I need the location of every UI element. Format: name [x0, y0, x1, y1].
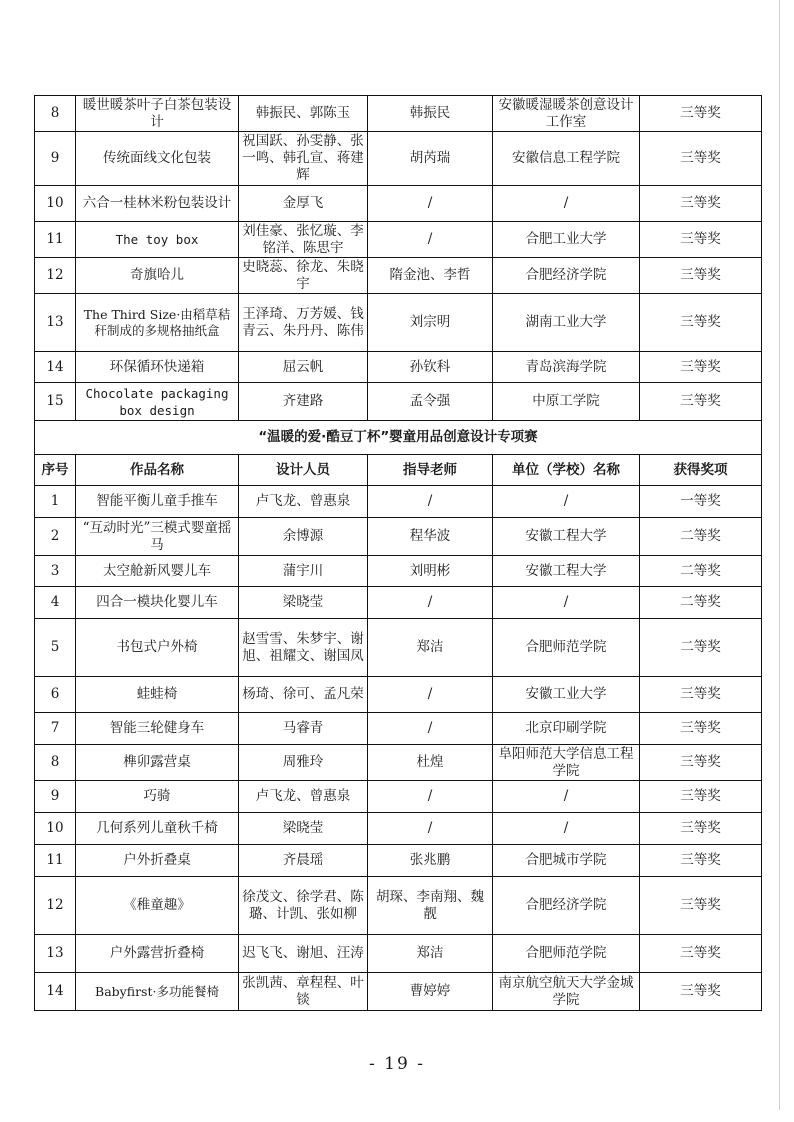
cell-work-name: The toy box [76, 222, 239, 258]
cell-teacher: / [368, 781, 493, 813]
cell-teacher: 韩振民 [368, 96, 493, 132]
section-title: “温暖的爱·酷豆丁杯”婴童用品创意设计专项赛 [35, 421, 762, 455]
cell-unit: 合肥师范学院 [493, 935, 640, 973]
cell-work-name: “互动时光”三模式婴童摇马 [76, 518, 239, 556]
cell-award: 三等奖 [640, 222, 762, 258]
cell-work-name: 太空舱新风婴儿车 [76, 556, 239, 587]
cell-work-name: 奇旗哈儿 [76, 258, 239, 294]
cell-unit: / [493, 186, 640, 222]
cell-no: 15 [35, 383, 76, 421]
page-number: - 19 - [369, 1054, 425, 1074]
cell-award: 三等奖 [640, 973, 762, 1011]
table-row [35, 935, 762, 973]
cell-award: 三等奖 [640, 383, 762, 421]
cell-no: 14 [35, 352, 76, 383]
cell-award: 三等奖 [640, 845, 762, 877]
cell-designers: 梁晓莹 [239, 587, 368, 619]
cell-designers: 马睿青 [239, 713, 368, 745]
table-row [35, 96, 762, 132]
cell-no: 10 [35, 813, 76, 845]
cell-teacher: 郑洁 [368, 935, 493, 973]
cell-unit: 合肥师范学院 [493, 619, 640, 677]
cell-work-name: 智能平衡儿童手推车 [76, 486, 239, 518]
cell-work-name: 榫卯露营桌 [76, 745, 239, 781]
cell-unit: 青岛滨海学院 [493, 352, 640, 383]
cell-award: 三等奖 [640, 186, 762, 222]
cell-award: 三等奖 [640, 935, 762, 973]
cell-unit: / [493, 587, 640, 619]
cell-work-name: 户外露营折叠椅 [76, 935, 239, 973]
cell-designers: 金厚飞 [239, 186, 368, 222]
cell-teacher: / [368, 677, 493, 713]
cell-award: 三等奖 [640, 132, 762, 186]
table-row [35, 132, 762, 186]
cell-no: 5 [35, 619, 76, 677]
table-row [35, 383, 762, 421]
cell-work-name: 智能三轮健身车 [76, 713, 239, 745]
cell-no: 6 [35, 677, 76, 713]
cell-designers: 祝国跃、孙雯静、张一鸣、韩孔宣、蒋建辉 [239, 132, 368, 186]
cell-designers: 赵雪雪、朱梦宇、谢旭、祖耀文、谢国凤 [239, 619, 368, 677]
cell-no: 3 [35, 556, 76, 587]
cell-no: 7 [35, 713, 76, 745]
cell-award: 一等奖 [640, 486, 762, 518]
cell-award: 三等奖 [640, 781, 762, 813]
cell-teacher: / [368, 486, 493, 518]
table-row [35, 973, 762, 1011]
cell-designers: 梁晓莹 [239, 813, 368, 845]
cell-award: 三等奖 [640, 294, 762, 352]
cell-unit: 合肥经济学院 [493, 258, 640, 294]
table-row [35, 186, 762, 222]
cell-designers: 迟飞飞、谢旭、汪涛 [239, 935, 368, 973]
cell-no: 8 [35, 96, 76, 132]
cell-unit: 合肥工业大学 [493, 222, 640, 258]
cell-work-name: 《稚童趣》 [76, 877, 239, 935]
cell-no: 9 [35, 781, 76, 813]
cell-designers: 张凯茜、章程程、叶锬 [239, 973, 368, 1011]
cell-unit: 湖南工业大学 [493, 294, 640, 352]
cell-no: 14 [35, 973, 76, 1011]
cell-award: 二等奖 [640, 556, 762, 587]
cell-teacher: 张兆鹏 [368, 845, 493, 877]
cell-unit: / [493, 781, 640, 813]
cell-work-name: 六合一桂林米粉包装设计 [76, 186, 239, 222]
cell-work-name: 四合一模块化婴儿车 [76, 587, 239, 619]
cell-award: 三等奖 [640, 96, 762, 132]
cell-award: 三等奖 [640, 352, 762, 383]
cell-designers: 卢飞龙、曾惠泉 [239, 486, 368, 518]
cell-work-name: 几何系列儿童秋千椅 [76, 813, 239, 845]
cell-teacher: / [368, 813, 493, 845]
cell-award: 三等奖 [640, 745, 762, 781]
cell-designers: 屈云帆 [239, 352, 368, 383]
page-edge-rule [779, 0, 780, 1110]
table-row [35, 258, 762, 294]
cell-teacher: 胡芮瑞 [368, 132, 493, 186]
cell-teacher: / [368, 587, 493, 619]
cell-teacher: 杜煌 [368, 745, 493, 781]
cell-teacher: 胡琛、李南翔、魏靓 [368, 877, 493, 935]
cell-unit: / [493, 813, 640, 845]
cell-unit: 安徽工程大学 [493, 556, 640, 587]
cell-teacher: 孙钦科 [368, 352, 493, 383]
awards-table [34, 95, 762, 1011]
cell-award: 二等奖 [640, 587, 762, 619]
cell-no: 13 [35, 935, 76, 973]
cell-unit: 阜阳师范大学信息工程学院 [493, 745, 640, 781]
table-row [35, 587, 762, 619]
cell-work-name: 传统面线文化包装 [76, 132, 239, 186]
cell-work-name: 暖世暖茶叶子白茶包装设计 [76, 96, 239, 132]
header-designers: 设计人员 [239, 455, 368, 486]
cell-teacher: / [368, 222, 493, 258]
cell-no: 11 [35, 222, 76, 258]
table-row [35, 619, 762, 677]
cell-designers: 周雅玲 [239, 745, 368, 781]
cell-teacher: 隋金池、李哲 [368, 258, 493, 294]
table-row [35, 877, 762, 935]
cell-work-name: Chocolate packaging box design [76, 383, 239, 421]
cell-unit: 安徽工业大学 [493, 677, 640, 713]
cell-no: 12 [35, 877, 76, 935]
cell-award: 三等奖 [640, 677, 762, 713]
cell-designers: 刘佳豪、张忆璇、李铭洋、陈思宇 [239, 222, 368, 258]
cell-work-name: 户外折叠桌 [76, 845, 239, 877]
cell-award: 三等奖 [640, 713, 762, 745]
cell-designers: 徐茂文、徐学君、陈璐、计凯、张如柳 [239, 877, 368, 935]
cell-designers: 韩振民、郭陈玉 [239, 96, 368, 132]
cell-unit: / [493, 486, 640, 518]
table-row [35, 486, 762, 518]
header-award: 获得奖项 [640, 455, 762, 486]
cell-designers: 余博源 [239, 518, 368, 556]
cell-unit: 安徽工程大学 [493, 518, 640, 556]
cell-unit: 合肥经济学院 [493, 877, 640, 935]
cell-no: 2 [35, 518, 76, 556]
cell-no: 11 [35, 845, 76, 877]
cell-work-name: The Third Size·由稻草秸秆制成的多规格抽纸盒 [76, 294, 239, 352]
table-header-row [35, 455, 762, 486]
cell-no: 13 [35, 294, 76, 352]
table-row [35, 677, 762, 713]
cell-teacher: 曹婷婷 [368, 973, 493, 1011]
section-title-row [35, 421, 762, 455]
table-row [35, 845, 762, 877]
cell-teacher: 刘明彬 [368, 556, 493, 587]
table-row [35, 556, 762, 587]
cell-no: 9 [35, 132, 76, 186]
cell-work-name: 蛙蛙椅 [76, 677, 239, 713]
table-row [35, 781, 762, 813]
table-row [35, 294, 762, 352]
cell-designers: 蒲宇川 [239, 556, 368, 587]
cell-unit: 安徽信息工程学院 [493, 132, 640, 186]
cell-award: 三等奖 [640, 258, 762, 294]
header-teacher: 指导老师 [368, 455, 493, 486]
cell-unit: 安徽暖湿暖茶创意设计工作室 [493, 96, 640, 132]
cell-designers: 杨琦、徐可、孟凡荣 [239, 677, 368, 713]
table-row [35, 745, 762, 781]
cell-teacher: 郑洁 [368, 619, 493, 677]
table-row [35, 813, 762, 845]
cell-unit: 合肥城市学院 [493, 845, 640, 877]
cell-teacher: 程华波 [368, 518, 493, 556]
cell-teacher: 刘宗明 [368, 294, 493, 352]
cell-no: 10 [35, 186, 76, 222]
cell-no: 4 [35, 587, 76, 619]
cell-designers: 齐晨瑶 [239, 845, 368, 877]
cell-teacher: / [368, 713, 493, 745]
cell-award: 三等奖 [640, 877, 762, 935]
cell-unit: 南京航空航天大学金城学院 [493, 973, 640, 1011]
table-row [35, 518, 762, 556]
cell-work-name: 巧骑 [76, 781, 239, 813]
cell-award: 二等奖 [640, 518, 762, 556]
cell-work-name: 环保循环快递箱 [76, 352, 239, 383]
cell-award: 三等奖 [640, 813, 762, 845]
cell-award: 二等奖 [640, 619, 762, 677]
cell-no: 1 [35, 486, 76, 518]
cell-designers: 卢飞龙、曾惠泉 [239, 781, 368, 813]
cell-unit: 中原工学院 [493, 383, 640, 421]
cell-work-name: Babyfirst·多功能餐椅 [76, 973, 239, 1011]
table-row [35, 222, 762, 258]
cell-teacher: 孟令强 [368, 383, 493, 421]
table-row [35, 713, 762, 745]
cell-teacher: / [368, 186, 493, 222]
cell-designers: 王泽琦、万芳媛、钱青云、朱丹丹、陈伟 [239, 294, 368, 352]
table-row [35, 352, 762, 383]
cell-no: 8 [35, 745, 76, 781]
cell-no: 12 [35, 258, 76, 294]
cell-work-name: 书包式户外椅 [76, 619, 239, 677]
header-unit: 单位（学校）名称 [493, 455, 640, 486]
cell-designers: 史晓蕊、徐龙、朱晓宇 [239, 258, 368, 294]
header-work-name: 作品名称 [76, 455, 239, 486]
cell-designers: 齐建路 [239, 383, 368, 421]
header-no: 序号 [35, 455, 76, 486]
cell-unit: 北京印刷学院 [493, 713, 640, 745]
